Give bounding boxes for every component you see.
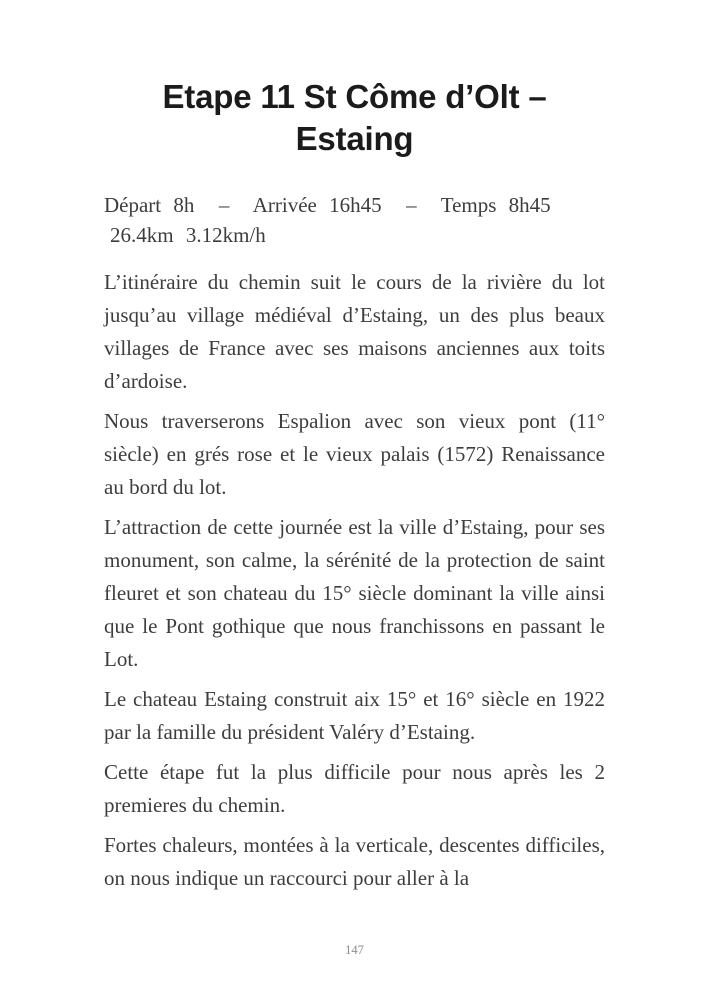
paragraph-itineraire: L’itinéraire du chemin suit le cours de la rivière du lot jusqu’au village médiéval d’Estaing, un des plus beaux villages de France avec ses maisons anciennes aux toits d’ardoise. — [104, 270, 605, 393]
paragraph-espalion: Nous traverserons Espalion avec son vieux pont (11° siècle) en grés rose et le vieux palais (1572) Renaissance au bord du lot. — [104, 409, 605, 499]
body-text — [104, 266, 605, 895]
paragraph-attraction-estaing: L’attraction de cette journée est la ville d’Estaing, pour ses monument, son calme, la sérénité de la protection de saint fleuret et son chateau du 15° siècle dominant la ville ainsi que le Pont gothique que nous franchissons en passant le Lot. — [104, 515, 605, 671]
trip-stats-times: Départ 8h – Arrivée 16h45 – Temps 8h45 — [104, 193, 551, 217]
trip-stats — [104, 190, 605, 250]
paragraph-etape-difficile: Cette étape fut la plus difficile pour nous après les 2 premieres du chemin. — [104, 760, 605, 817]
page-title: Etape 11 St Côme d’Olt – Estaing — [162, 78, 547, 157]
paragraph-fortes-chaleurs: Fortes chaleurs, montées à la verticale, descentes difficiles, on nous indique un raccourci pour aller à la — [104, 833, 605, 890]
paragraph-chateau-estaing: Le chateau Estaing construit aix 15° et 16° siècle en 1922 par la famille du président Valéry d’Estaing. — [104, 687, 605, 744]
page-number: 147 — [345, 943, 364, 957]
trip-stats-distance-speed: 26.4km 3.12km/h — [110, 223, 266, 247]
